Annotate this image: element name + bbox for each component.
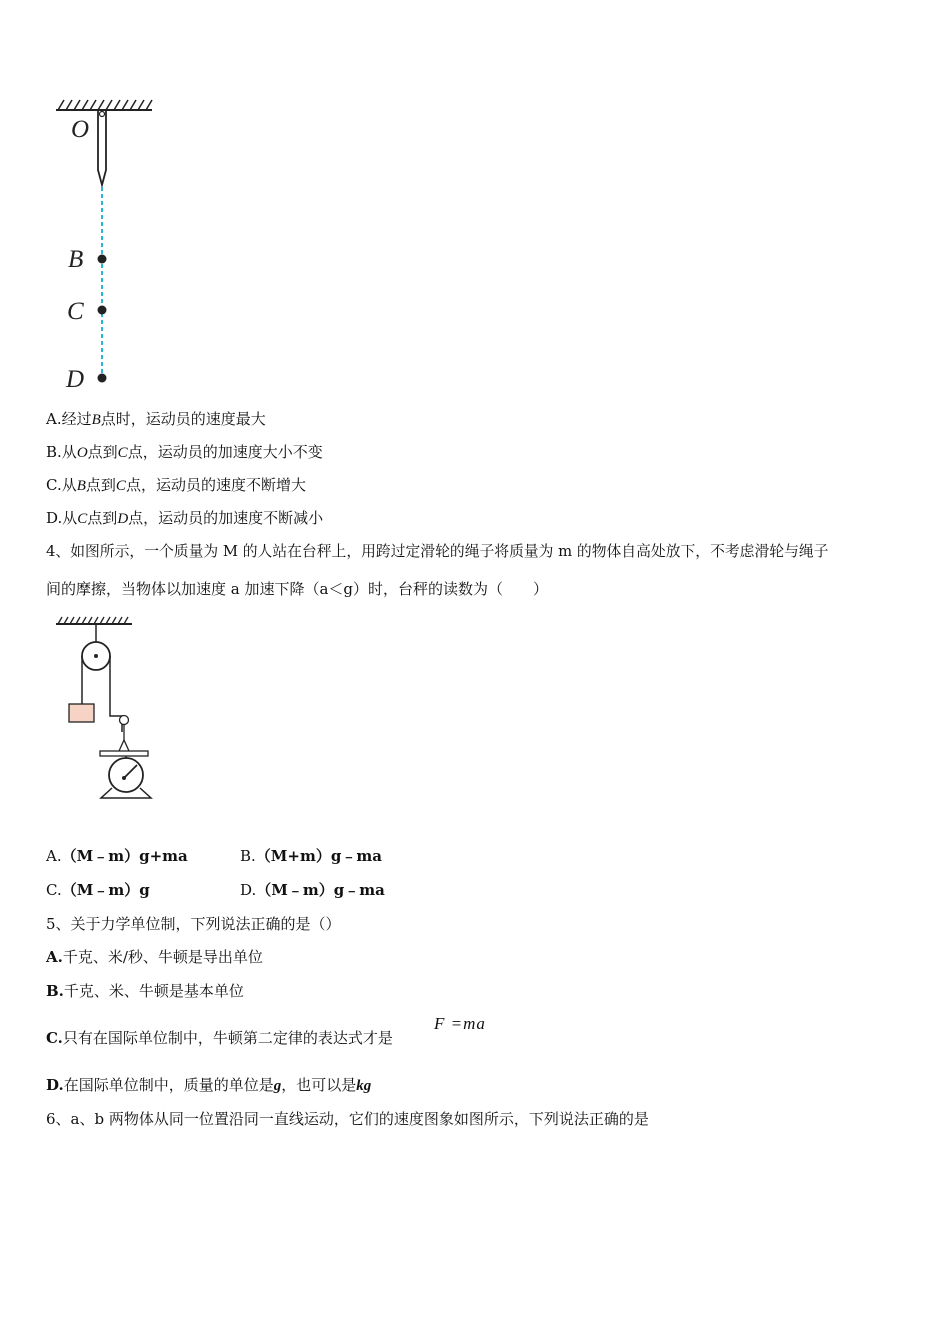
label-b: B [68,246,84,273]
q4-stem-line2: 间的摩擦，当物体以加速度 a 加速下降（a＜g）时，台秤的读数为（ ） [46,580,549,598]
q4-option-c: C.（M﹣m）g [46,881,150,899]
scale-platform [100,751,148,756]
figure-bungee-diagram [50,95,160,395]
label-c: C [67,298,84,325]
q5-option-a: A.千克、米/秒、牛顿是导出单位 [46,948,263,966]
clamp-shape [98,110,106,185]
label-d: D [66,366,85,393]
hanging-block [69,704,94,722]
q5-stem: 5、关于力学单位制，下列说法正确的是（） [46,915,341,933]
q5-option-d: D.在国际单位制中，质量的单位是g，也可以是kg [46,1076,372,1094]
q3-option-b: B.从O点到C点，运动员的加速度大小不变 [46,443,323,461]
point-c [98,306,107,315]
person-head [120,716,129,725]
q3-option-a: A.经过B点时，运动员的速度最大 [46,410,266,428]
point-d [98,374,107,383]
q4-stem-line1: 4、如图所示，一个质量为 M 的人站在台秤上，用跨过定滑轮的绳子将质量为 m 的物体自高处放下，不考虑滑轮与绳子 [46,543,829,560]
figure-pulley-scale [50,612,160,807]
q5-option-c: C.只有在国际单位制中，牛顿第二定律的表达式才是 [46,1029,393,1047]
q6-stem: 6、a、b 两物体从同一位置沿同一直线运动，它们的速度图象如图所示，下列说法正确的是 [46,1110,649,1128]
point-b [98,255,107,264]
q3-option-c: C.从B点到C点，运动员的速度不断增大 [46,476,306,494]
q4-option-d: D.（M﹣m）g﹣ma [240,881,385,899]
q4-option-b: B.（M+m）g﹣ma [240,847,382,865]
q4-option-a: A.（M﹣m）g+ma [46,847,188,865]
newton-second-law-formula: F =ma [434,1014,486,1033]
label-o: O [71,116,90,143]
q3-option-d: D.从C点到D点，运动员的加速度不断减小 [46,509,324,527]
q5-option-b: B.千克、米、牛顿是基本单位 [46,982,244,1000]
